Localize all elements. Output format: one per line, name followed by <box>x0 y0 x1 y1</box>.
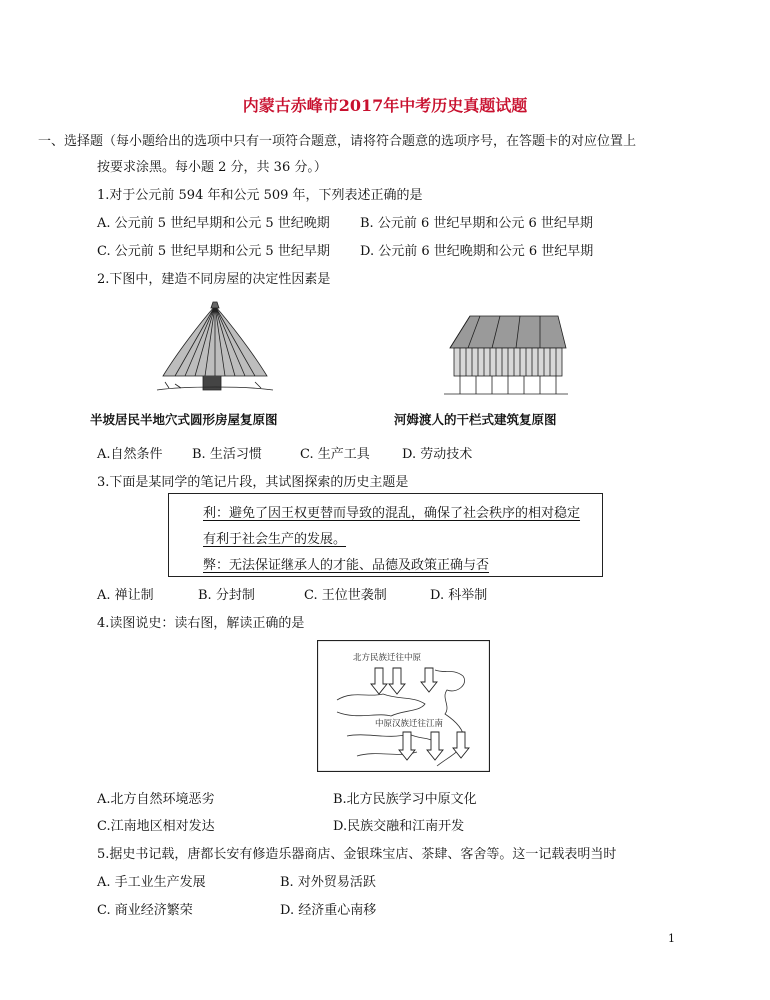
q1-option-b: B. 公元前 6 世纪早期和公元 6 世纪早期 <box>360 216 593 231</box>
page-title: 内蒙古赤峰市2017年中考历史真题试题 <box>242 96 528 115</box>
q1-option-c: C. 公元前 5 世纪早期和公元 5 世纪早期 <box>97 244 330 259</box>
q3-notes-box <box>168 493 603 577</box>
q4-option-d: D.民族交融和江南开发 <box>333 819 465 834</box>
q2-option-c: C. 生产工具 <box>300 447 370 462</box>
q5-option-a: A. 手工业生产发展 <box>97 875 206 890</box>
q5-option-d: D. 经济重心南移 <box>280 903 377 918</box>
q3-option-d: D. 科举制 <box>430 588 488 603</box>
hemudu-house-illustration <box>440 310 570 400</box>
section-heading-line1: 一、选择题（每小题给出的选项中只有一项符合题意，请将符合题意的选项序号，在答题卡的对应位置上 <box>38 134 637 149</box>
q2-option-a: A.自然条件 <box>97 447 163 462</box>
q2-stem: 2.下图中，建造不同房屋的决定性因素是 <box>97 272 331 287</box>
q3-option-c: C. 王位世袭制 <box>304 588 387 603</box>
q5-option-c: C. 商业经济繁荣 <box>97 903 193 918</box>
q2-caption-left: 半坡居民半地穴式圆形房屋复原图 <box>90 412 278 427</box>
q3-option-a: A. 禅让制 <box>97 588 154 603</box>
q1-option-d: D. 公元前 6 世纪晚期和公元 6 世纪早期 <box>360 244 594 259</box>
q2-option-d: D. 劳动技术 <box>402 447 473 462</box>
q5-option-b: B. 对外贸易活跃 <box>280 875 376 890</box>
q1-stem: 1.对于公元前 594 年和公元 509 年，下列表述正确的是 <box>97 188 423 203</box>
q2-option-b: B. 生活习惯 <box>192 447 262 462</box>
map-label-north-to-central: 北方民族迁往中原 <box>353 653 422 663</box>
q3-note-line1: 利：避免了因王权更替而导致的混乱，确保了社会秩序的相对稳定 <box>203 506 581 521</box>
q3-note-line2: 有利于社会生产的发展。 <box>203 532 347 547</box>
q4-stem: 4.读图说史：读右图，解读正确的是 <box>97 616 305 631</box>
q4-option-c: C.江南地区相对发达 <box>97 819 215 834</box>
q1-option-a: A. 公元前 5 世纪早期和公元 5 世纪晚期 <box>97 216 330 231</box>
page-number: 1 <box>668 932 675 945</box>
q2-caption-right: 河姆渡人的干栏式建筑复原图 <box>394 412 557 427</box>
q3-note-line3: 弊：无法保证继承人的才能、品德及政策正确与否 <box>203 558 490 573</box>
banpo-house-illustration <box>155 298 275 398</box>
q5-stem: 5.据史书记载，唐都长安有修造乐器商店、金银珠宝店、茶肆、客舍等。这一记载表明当时 <box>97 847 617 862</box>
q3-option-b: B. 分封制 <box>198 588 255 603</box>
q3-stem: 3.下面是某同学的笔记片段，其试图探索的历史主题是 <box>97 475 409 490</box>
migration-map <box>317 640 490 772</box>
q4-option-a: A.北方自然环境恶劣 <box>97 792 215 807</box>
map-label-central-to-south: 中原汉族迁往江南 <box>375 719 444 729</box>
section-heading-line2: 按要求涂黑。每小题 2 分，共 36 分。） <box>97 160 327 175</box>
q4-option-b: B.北方民族学习中原文化 <box>333 792 477 807</box>
